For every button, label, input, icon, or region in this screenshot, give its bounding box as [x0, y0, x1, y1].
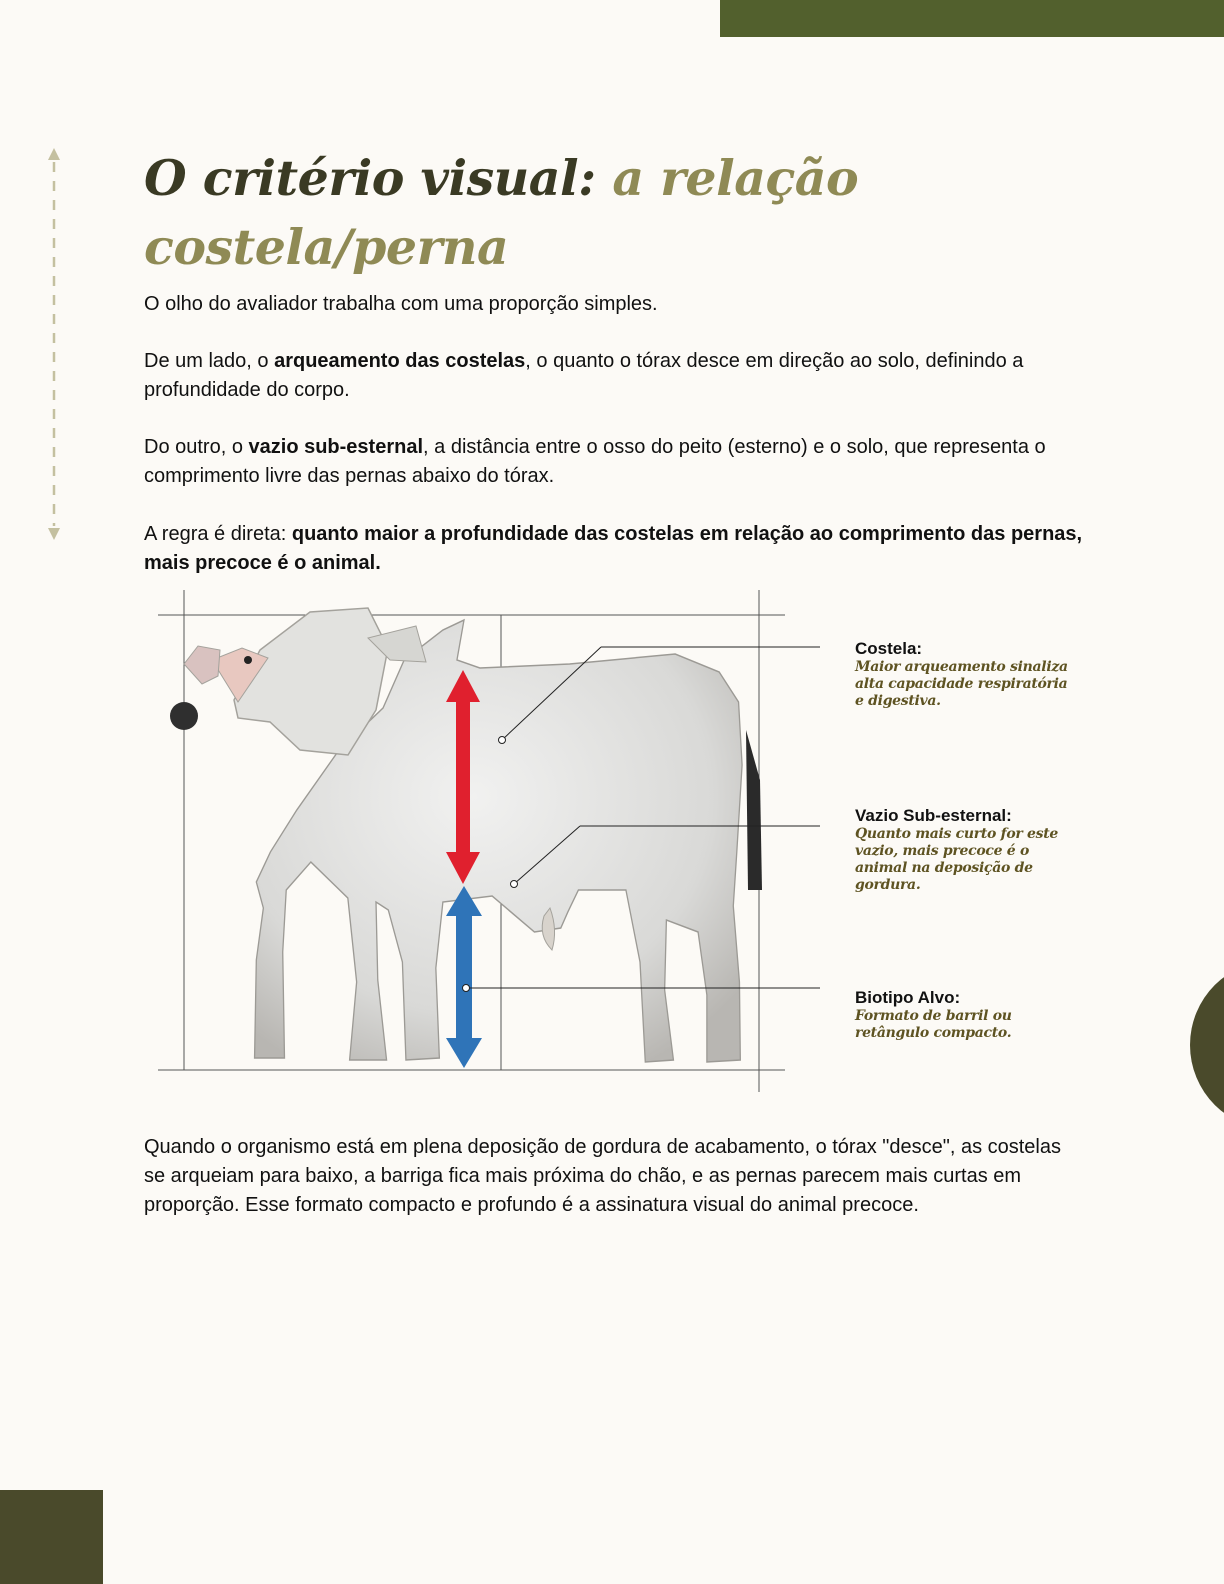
- rule-paragraph-bold: quanto maior a profundidade das costelas em relação ao comprimento das pernas, mais precoce é o animal.: [144, 523, 1083, 574]
- conclusion-paragraph: Quando o organismo está em plena deposição de gordura de acabamento, o tórax "desce", as costelas se arqueiam para baixo, a barriga fica mais próxima do chão, e as pernas parecem mais curtas em proporção. Esse formato compacto e profundo é a assinatura visual do animal precoce.: [144, 1136, 1061, 1216]
- sternal-paragraph: [144, 433, 1084, 491]
- leg-arrow: [446, 886, 482, 1068]
- intro-paragraph: O olho do avaliador trabalha com uma proporção simples.: [144, 293, 658, 315]
- page-title: [144, 144, 1044, 282]
- sternal-paragraph-bold: vazio sub-esternal: [248, 436, 424, 458]
- annotation-costela: [855, 639, 1080, 710]
- title-part-olive: a relação costela/perna: [144, 149, 859, 276]
- decorative-circle: [1190, 960, 1224, 1130]
- annotation-title: Biotipo Alvo:: [855, 988, 961, 1007]
- sternal-paragraph-pre: Do outro, o: [144, 436, 249, 458]
- top-accent-bar: [720, 0, 1224, 37]
- sternal-paragraph-post: , a distância entre o osso do peito (esterno) e o solo, que representa o comprimento livre das pernas abaixo do tórax.: [144, 436, 1046, 487]
- annotation-vazio-sub-esternal: [855, 806, 1080, 894]
- bottom-accent-block: [0, 1490, 103, 1584]
- rib-paragraph-post: , o quanto o tórax desce em direção ao solo, definindo a profundidade do corpo.: [144, 350, 1024, 401]
- rib-paragraph-bold: arqueamento das costelas: [274, 350, 526, 372]
- annotation-description: Quanto mais curto for este vazio, mais precoce é o animal na deposição de gordura.: [855, 826, 1058, 893]
- title-part-dark: O critério visual:: [144, 149, 596, 207]
- cattle-proportion-diagram: [140, 590, 820, 1110]
- rib-paragraph-pre: De um lado, o: [144, 350, 275, 372]
- annotation-description: Formato de barril ou retângulo compacto.: [855, 1008, 1012, 1041]
- annotation-biotipo-alvo: [855, 988, 1080, 1042]
- annotation-description: Maior arqueamento sinaliza alta capacidade respiratória e digestiva.: [855, 659, 1068, 709]
- rib-paragraph: [144, 347, 1084, 405]
- annotation-title: Vazio Sub-esternal:: [855, 806, 1012, 825]
- rule-paragraph: [144, 520, 1084, 578]
- scroll-indicator-icon: [44, 148, 64, 540]
- rule-paragraph-pre: A regra é direta:: [144, 523, 292, 545]
- annotation-title: Costela:: [855, 639, 923, 658]
